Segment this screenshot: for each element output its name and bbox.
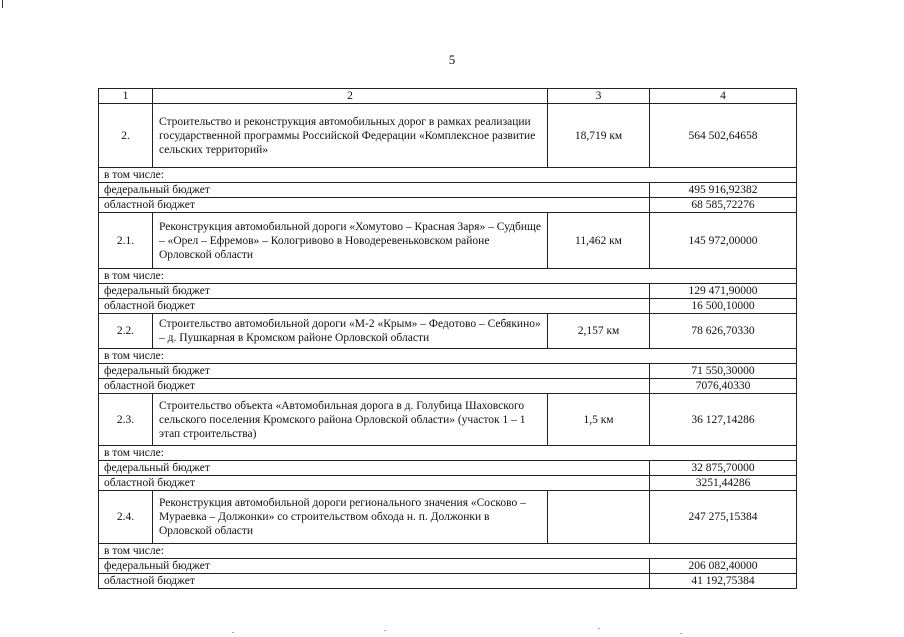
subrow-regional xyxy=(99,574,797,589)
budget-table xyxy=(98,88,797,589)
regional-label: областной бюджет xyxy=(99,299,650,314)
scan-edge-mark xyxy=(2,0,3,8)
row-description: Строительство автомобильной дороги «М-2 «Крым» – Федотово – Себякино» – д. Пушкарная в Кромском районе Орловской области xyxy=(153,314,548,349)
regional-label: областной бюджет xyxy=(99,574,650,589)
federal-value: 71 550,30000 xyxy=(650,364,797,379)
row-total: 36 127,14286 xyxy=(650,394,797,446)
column-header: 1 xyxy=(99,89,153,104)
column-header: 4 xyxy=(650,89,797,104)
regional-value: 16 500,10000 xyxy=(650,299,797,314)
subrow-federal xyxy=(99,364,797,379)
including-label: в том числе: xyxy=(99,168,797,183)
row-length xyxy=(548,491,650,544)
row-number: 2.1. xyxy=(99,213,153,269)
subrow-federal xyxy=(99,461,797,476)
regional-value: 7076,40330 xyxy=(650,379,797,394)
scan-speck xyxy=(598,628,600,629)
subrow-including xyxy=(99,544,797,559)
regional-value: 68 585,72276 xyxy=(650,198,797,213)
subrow-regional xyxy=(99,198,797,213)
regional-label: областной бюджет xyxy=(99,198,650,213)
regional-label: областной бюджет xyxy=(99,476,650,491)
federal-label: федеральный бюджет xyxy=(99,364,650,379)
subrow-including xyxy=(99,168,797,183)
table-row xyxy=(99,104,797,168)
table-header-row xyxy=(99,89,797,104)
table-row xyxy=(99,491,797,544)
page-number: 5 xyxy=(448,52,456,67)
row-number: 2. xyxy=(99,104,153,168)
subrow-including xyxy=(99,349,797,364)
federal-label: федеральный бюджет xyxy=(99,559,650,574)
table-row xyxy=(99,394,797,446)
row-number: 2.2. xyxy=(99,314,153,349)
including-label: в том числе: xyxy=(99,446,797,461)
scan-speck xyxy=(680,633,682,634)
federal-value: 206 082,40000 xyxy=(650,559,797,574)
including-label: в том числе: xyxy=(99,544,797,559)
federal-label: федеральный бюджет xyxy=(99,461,650,476)
row-number: 2.3. xyxy=(99,394,153,446)
subrow-regional xyxy=(99,379,797,394)
row-length: 11,462 км xyxy=(548,213,650,269)
row-description: Строительство и реконструкция автомобильных дорог в рамках реализации государственной программы Российской Федерации «Комплексное развитие сельских территорий» xyxy=(153,104,548,168)
row-total: 247 275,15384 xyxy=(650,491,797,544)
subrow-federal xyxy=(99,559,797,574)
table-row xyxy=(99,213,797,269)
row-description: Реконструкция автомобильной дороги регионального значения «Сосково – Мураевка – Должонки» со строительством обхода н. п. Должонки в Орловской области xyxy=(153,491,548,544)
subrow-federal xyxy=(99,183,797,198)
row-total: 564 502,64658 xyxy=(650,104,797,168)
federal-label: федеральный бюджет xyxy=(99,284,650,299)
including-label: в том числе: xyxy=(99,269,797,284)
subrow-regional xyxy=(99,299,797,314)
subrow-including xyxy=(99,446,797,461)
row-number: 2.4. xyxy=(99,491,153,544)
subrow-federal xyxy=(99,284,797,299)
including-label: в том числе: xyxy=(99,349,797,364)
row-length: 2,157 км xyxy=(548,314,650,349)
scan-speck xyxy=(384,630,386,631)
table-row xyxy=(99,314,797,349)
regional-value: 41 192,75384 xyxy=(650,574,797,589)
row-length: 1,5 км xyxy=(548,394,650,446)
regional-label: областной бюджет xyxy=(99,379,650,394)
scan-speck xyxy=(232,632,234,633)
row-description: Строительство объекта «Автомобильная дорога в д. Голубица Шаховского сельского поселения Кромского района Орловской области» (участок 1 – 1 этап строительства) xyxy=(153,394,548,446)
federal-value: 32 875,70000 xyxy=(650,461,797,476)
column-header: 3 xyxy=(548,89,650,104)
row-length: 18,719 км xyxy=(548,104,650,168)
subrow-including xyxy=(99,269,797,284)
subrow-regional xyxy=(99,476,797,491)
column-header: 2 xyxy=(153,89,548,104)
row-total: 145 972,00000 xyxy=(650,213,797,269)
federal-value: 129 471,90000 xyxy=(650,284,797,299)
regional-value: 3251,44286 xyxy=(650,476,797,491)
row-description: Реконструкция автомобильной дороги «Хомутово – Красная Заря» – Судбище – «Орел – Ефремов» – Кологривово в Новодеревеньковском районе Орловской области xyxy=(153,213,548,269)
row-total: 78 626,70330 xyxy=(650,314,797,349)
federal-value: 495 916,92382 xyxy=(650,183,797,198)
federal-label: федеральный бюджет xyxy=(99,183,650,198)
